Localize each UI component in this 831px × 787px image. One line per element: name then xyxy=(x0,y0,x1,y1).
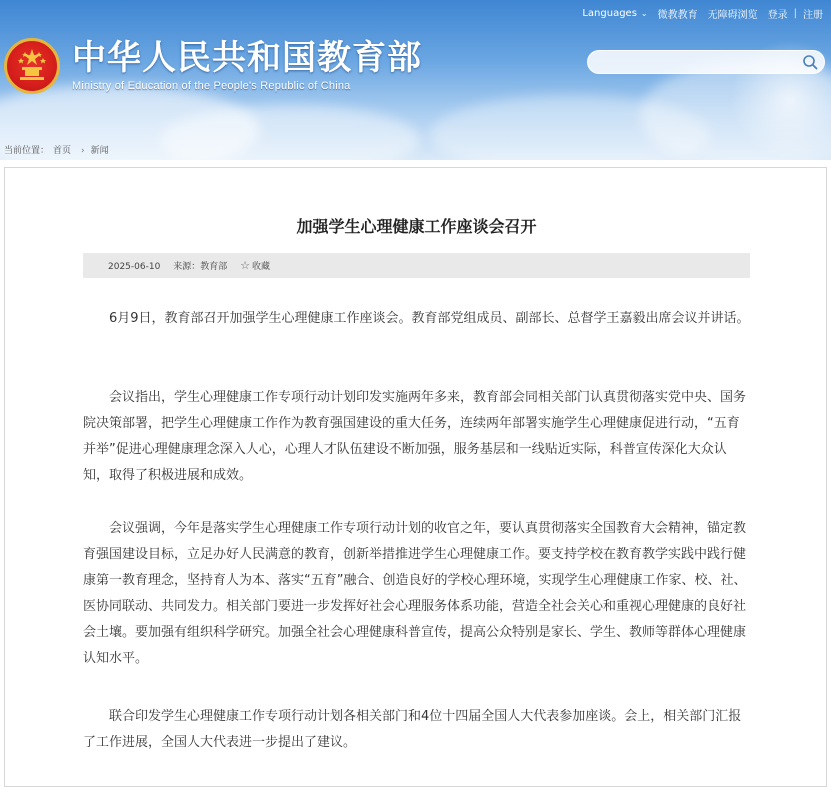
top-links xyxy=(572,6,823,21)
article-paragraph: 6月9日，教育部召开加强学生心理健康工作座谈会。教育部党组成员、副部长、总督学王嘉毅出席会议并讲话。 xyxy=(109,311,750,326)
login-link[interactable]: 登录 xyxy=(767,10,788,21)
search-icon[interactable] xyxy=(802,54,818,70)
breadcrumb-label: 当前位置： xyxy=(4,146,50,156)
languages-dropdown[interactable] xyxy=(582,8,647,19)
chevron-down-icon: ⌄ xyxy=(640,9,648,18)
article-paragraph: 会议强调，今年是落实学生心理健康工作专项行动计划的收官之年，要认真贯彻落实全国教育大会精神，锚定教育强国建设目标，立足办好人民满意的教育，创新举措推进学生心理健康工作。要支持学校在教育教学实践中践行健康第一教育理念，坚持育人为本、落实“五育”融合、创造良好的学校心理环境，实现学生心理健康工作家、校、社、医协同联动、共同发力。相关部门要进一步发挥好社会心理服务体系功能，营造全社会关心和重视心理健康的良好社会土壤。要加强有组织科学研究。加强全社会心理健康科普宣传，提高公众特别是家长、学生、教师等群体心理健康认知水平。 xyxy=(83,521,747,666)
breadcrumb xyxy=(4,143,113,156)
article-source: 来源：教育部 xyxy=(173,262,228,272)
register-link[interactable]: 注册 xyxy=(803,10,823,21)
breadcrumb-home-link[interactable]: 首页 xyxy=(53,146,72,156)
article-date: 2025-06-10 xyxy=(108,262,161,272)
weibo-link[interactable]: 微教教育 xyxy=(657,10,698,21)
breadcrumb-current[interactable]: 新闻 xyxy=(90,146,109,156)
search-box xyxy=(587,50,825,74)
article-title: 加强学生心理健康工作座谈会召开 xyxy=(296,217,537,236)
site-title: 中华人民共和国教育部 xyxy=(72,38,422,78)
favorite-button[interactable]: 收藏 xyxy=(251,262,270,272)
article-container xyxy=(4,167,827,787)
article-paragraph: 会议指出，学生心理健康工作专项行动计划印发实施两年多来，教育部会同相关部门认真贯彻落实党中央、国务院决策部署，把学生心理健康工作作为教育强国建设的重大任务，连续两年部署实施学生心理健康促进行动，“五育并举”促进心理健康理念深入人心，心理人才队伍建设不断加强，服务基层和一线贴近实际，科普宣传深化大众认知，取得了积极进展和成效。 xyxy=(83,390,747,483)
languages-label: Languages xyxy=(582,8,637,19)
national-emblem-icon xyxy=(4,38,60,94)
accessibility-link[interactable]: 无障碍浏览 xyxy=(707,10,758,21)
chevron-right-icon: › xyxy=(81,146,85,156)
article-meta-bar xyxy=(83,253,750,278)
site-subtitle: Ministry of Education of the People's Republic of China xyxy=(72,80,351,92)
header-banner xyxy=(0,0,831,160)
link-separator: | xyxy=(793,8,797,19)
star-icon[interactable]: ☆ xyxy=(240,259,250,272)
article-paragraph: 联合印发学生心理健康工作专项行动计划各相关部门和4位十四届全国人大代表参加座谈。会上，相关部门汇报了工作进展，全国人大代表进一步提出了建议。 xyxy=(83,709,742,750)
search-input[interactable] xyxy=(598,54,792,72)
